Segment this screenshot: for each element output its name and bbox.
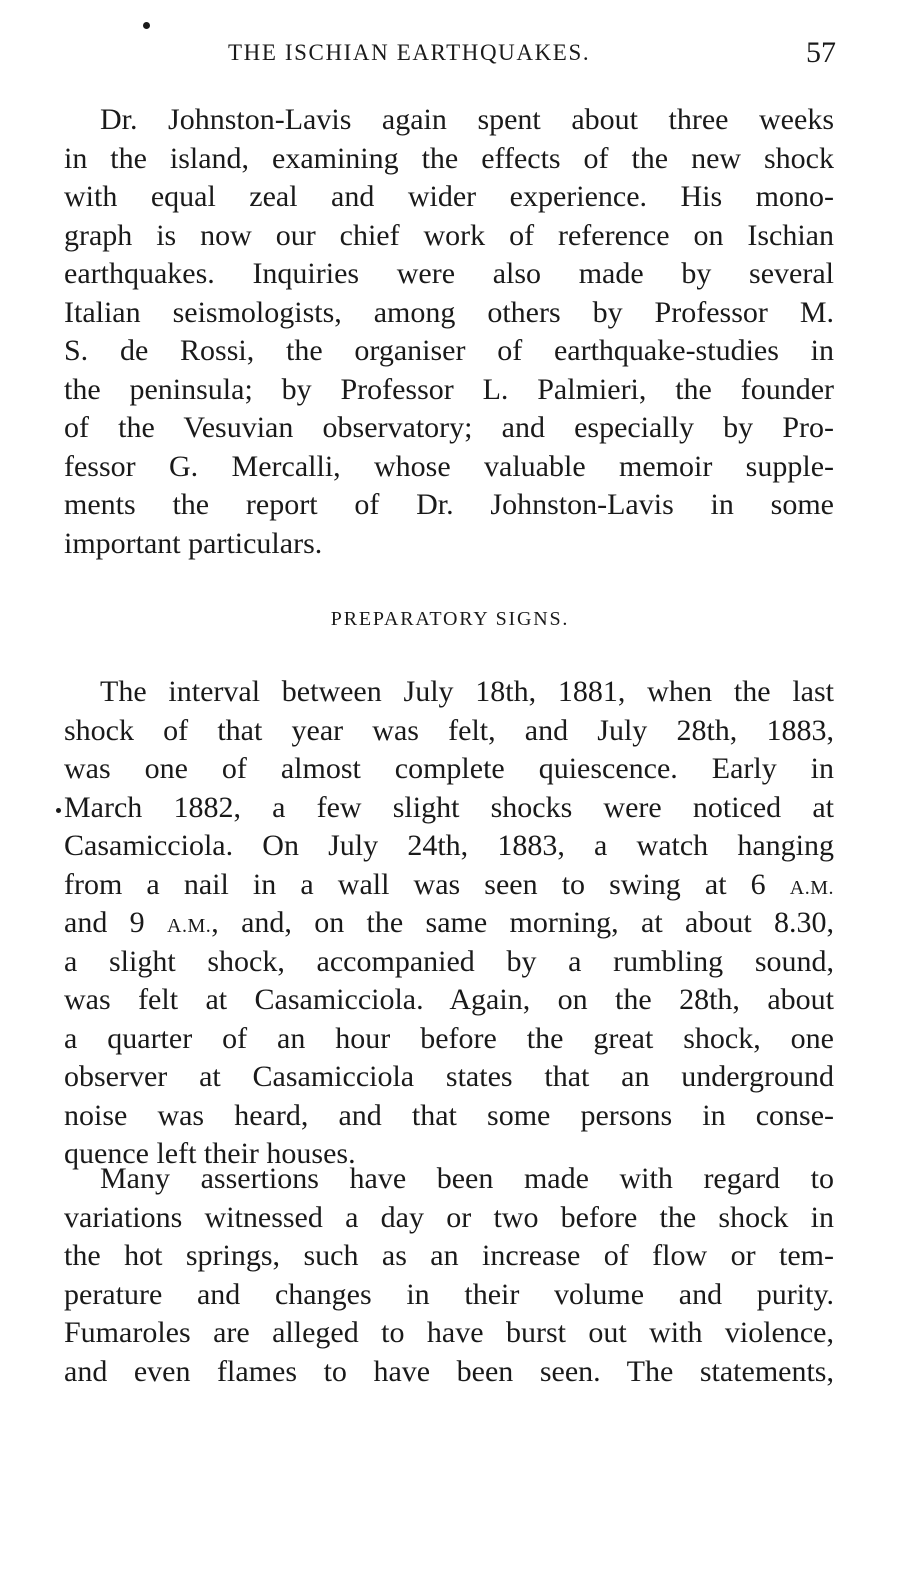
text-line: the peninsula; by Professor L. Palmieri, the founder — [64, 372, 834, 406]
text-line: S. de Rossi, the organiser of earthquake-studies in — [64, 334, 834, 367]
stray-ink-dot — [143, 22, 150, 29]
text-line: Many assertions have been made with regard to — [100, 1162, 834, 1195]
text-line: a slight shock, accompanied by a rumbling sound, — [64, 944, 834, 978]
small-caps-abbrev: A.M. — [789, 876, 834, 899]
paragraph-preparatory-signs — [64, 673, 834, 1174]
text-line: with equal zeal and wider experience. His mono- — [64, 180, 834, 213]
text-line: Fumaroles are alleged to have burst out with violence, — [64, 1316, 834, 1349]
text-line: ments the report of Dr. Johnston-Lavis in some — [64, 488, 834, 521]
text-line: graph is now our chief work of reference on Ischian — [64, 218, 834, 252]
text-line: noise was heard, and that some persons in conse- — [64, 1098, 834, 1132]
text-line-mixed — [64, 866, 834, 905]
text-line: earthquakes. Inquiries were also made by several — [64, 257, 834, 290]
running-title: THE ISCHIAN EARTHQUAKES. — [228, 40, 591, 65]
text-segment: from a nail in a wall was seen to swing at 6 — [64, 867, 766, 901]
text-line: observer at Casamicciola states that an underground — [64, 1060, 834, 1093]
text-line: variations witnessed a day or two before the shock in — [64, 1200, 834, 1234]
text-line: Dr. Johnston-Lavis again spent about three weeks — [100, 103, 834, 136]
text-line: in the island, examining the effects of the new shock — [64, 141, 834, 175]
margin-ink-dot — [56, 808, 61, 813]
text-line: The interval between July 18th, 1881, when the last — [100, 675, 834, 708]
text-line: March 1882, a few slight shocks were noticed at — [64, 790, 834, 824]
page-number: 57 — [806, 36, 836, 69]
text-line: shock of that year was felt, and July 28th, 1883, — [64, 713, 834, 747]
text-line: perature and changes in their volume and purity. — [64, 1277, 834, 1311]
text-line: important particulars. — [64, 526, 323, 560]
text-line: Italian seismologists, among others by Professor M. — [64, 295, 834, 329]
text-line: Casamicciola. On July 24th, 1883, a watch hanging — [64, 829, 834, 862]
text-line: was felt at Casamicciola. Again, on the 28th, about — [64, 983, 834, 1016]
text-line: fessor G. Mercalli, whose valuable memoir supple- — [64, 449, 834, 483]
page-header — [0, 36, 900, 76]
text-line: a quarter of an hour before the great shock, one — [64, 1021, 834, 1055]
text-line: quence left their houses. — [64, 1137, 356, 1170]
small-caps-abbrev: A.M. — [167, 915, 212, 937]
text-line: and even flames to have been seen. The statements, — [64, 1354, 834, 1388]
text-segment: and 9 — [64, 906, 145, 939]
text-line: was one of almost complete quiescence. Early in — [64, 752, 834, 785]
paragraph-assertions — [64, 1160, 834, 1391]
text-segment: , and, on the same morning, at about 8.30, — [211, 906, 834, 939]
paragraph-johnston-lavis — [64, 101, 834, 563]
text-line: the hot springs, such as an increase of flow or tem- — [64, 1239, 834, 1272]
text-line-mixed — [64, 904, 834, 943]
text-line: of the Vesuvian observatory; and especially by Pro- — [64, 411, 834, 444]
section-heading: PREPARATORY SIGNS. — [330, 608, 570, 630]
